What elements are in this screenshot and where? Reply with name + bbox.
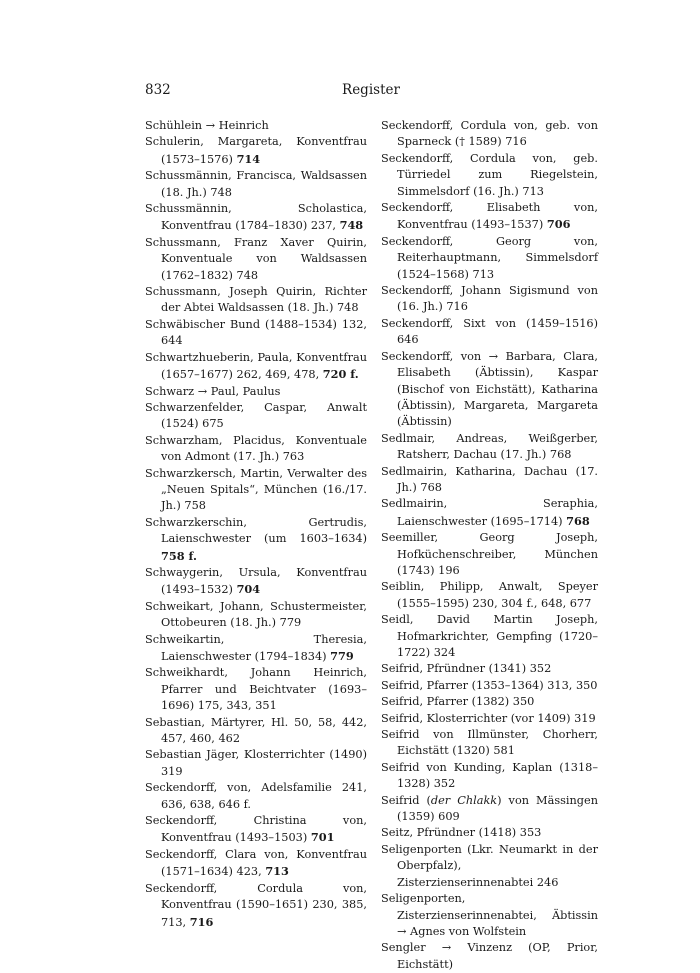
entry-text: Schwarzkersch, Martin, Verwalter des „Neuen Spitals“, München (16./17. Jh.) 758: [145, 466, 367, 513]
index-entry: [381, 530, 598, 579]
index-entry: [381, 940, 598, 973]
bold-page-reference: 720 f.: [322, 367, 359, 382]
entry-text: Seckendorff, Elisabeth von, Konventfrau (1493–1537): [381, 201, 598, 232]
entry-text: Seckendorff, Clara von, Konventfrau (1571–1634) 423,: [145, 847, 367, 879]
entry-text: Seligenporten (Lkr. Neumarkt in der Oberpfalz), Zisterzienserinnenabtei 246: [381, 842, 598, 889]
bold-page-reference: 768: [566, 513, 590, 528]
entry-text: Schwarz → Paul, Paulus: [145, 384, 281, 398]
index-entry: [145, 317, 367, 350]
index-entry: [145, 235, 367, 284]
index-entry: [381, 283, 598, 316]
index-entry: [381, 891, 598, 940]
entry-text: Schwaygerin, Ursula, Konventfrau (1493–1532): [145, 565, 367, 597]
index-entry: [381, 711, 598, 727]
entry-text: Seckendorff, von → Barbara, Clara, Elisabeth (Äbtissin), Kaspar (Bischof von Eichstätt), Katharina (Äbtissin), Margareta, Margareta (Äbtissin): [381, 349, 598, 429]
entry-text: Seckendorff, Christina von, Konventfrau (1493–1503): [145, 814, 367, 845]
index-entry: [381, 316, 598, 349]
index-entry: [145, 350, 367, 384]
entry-text: Sebastian, Märtyrer, Hl. 50, 58, 442, 457, 460, 462: [145, 715, 367, 746]
index-entry: [145, 515, 367, 565]
index-entry: [381, 661, 598, 677]
index-entry: [145, 118, 367, 134]
entry-text: Schweikart, Johann, Schustermeister, Ottobeuren (18. Jh.) 779: [145, 599, 367, 630]
bold-page-reference: 706: [546, 217, 571, 232]
entry-text: ) von Mässingen (1359) 609: [397, 793, 598, 824]
index-entry: [381, 825, 598, 841]
entry-text: Sedlmairin, Seraphia, Laienschwester (1695–1714): [381, 497, 598, 528]
index-entry: [145, 400, 367, 433]
entry-text: Seligenporten, Zisterzienserinnenabtei, Äbtissin → Agnes von Wolfstein: [381, 892, 598, 938]
entry-text: Seckendorff, Cordula von, geb. Türriedel zum Riegelstein, Simmelsdorf (16. Jh.) 713: [381, 151, 598, 198]
index-entry: [381, 727, 598, 760]
entry-text: Seitz, Pfründner (1418) 353: [381, 826, 542, 840]
entry-text: Seckendorff, Johann Sigismund von (16. Jh.) 716: [381, 284, 598, 314]
entry-text: Schühlein → Heinrich: [145, 119, 269, 132]
entry-text: Seifrid, Pfarrer (1353–1364) 313, 350: [381, 678, 598, 692]
entry-text: Seckendorff, von, Adelsfamilie 241, 636, 638, 646 f.: [145, 781, 367, 811]
index-entry: [381, 151, 598, 200]
entry-text: Sebastian Jäger, Klosterrichter (1490) 319: [145, 748, 367, 778]
bold-page-reference: 704: [236, 582, 261, 597]
entry-text: Schwartzhueberin, Paula, Konventfrau (1657–1677) 262, 469, 478,: [145, 350, 367, 382]
index-column-left: [145, 118, 367, 931]
entry-text: Schussmännin, Scholastica, Konventfrau (1784–1830) 237,: [145, 202, 367, 233]
entry-text: Schweikhardt, Johann Heinrich, Pfarrer und Beichtvater (1693–1696) 175, 343, 351: [145, 666, 367, 713]
entry-text: Seemiller, Georg Joseph, Hofküchenschreiber, München (1743) 196: [381, 531, 598, 577]
index-entry: [145, 847, 367, 881]
index-entry: [145, 134, 367, 168]
entry-text: Seidl, David Martin Joseph, Hofmarkrichter, Gempfing (1720–1722) 324: [381, 613, 598, 659]
entry-text: Schulerin, Margareta, Konventfrau (1573–1576): [145, 135, 367, 166]
index-entry: [145, 715, 367, 748]
entry-text: Seckendorff, Cordula von, geb. von Sparneck († 1589) 716: [381, 119, 598, 149]
index-entry: [381, 349, 598, 431]
index-entry: [145, 813, 367, 847]
bold-page-reference: 716: [189, 914, 214, 929]
index-entry: [381, 678, 598, 694]
entry-text: Sengler → Vinzenz (OP, Prior, Eichstätt): [381, 941, 598, 971]
index-entry: [381, 842, 598, 891]
index-entry: [145, 384, 367, 400]
entry-text: Schwäbischer Bund (1488–1534) 132, 644: [145, 317, 367, 348]
bold-page-reference: 713: [265, 864, 289, 879]
index-entry: [145, 632, 367, 666]
entry-text: Seifrid (: [381, 793, 431, 807]
running-title: Register: [342, 82, 400, 98]
bold-page-reference: 748: [339, 218, 364, 233]
entry-text: Seifrid, Klosterrichter (vor 1409) 319: [381, 711, 596, 725]
index-entry: [381, 234, 598, 283]
index-column-right: [381, 118, 598, 973]
bold-page-reference: 714: [236, 151, 261, 166]
entry-text: Schwarzham, Placidus, Konventuale von Admont (17. Jh.) 763: [145, 433, 367, 464]
index-entry: [381, 496, 598, 530]
page-number: 832: [145, 82, 171, 98]
entry-text: Schweikartin, Theresia, Laienschwester (1794–1834): [145, 632, 367, 663]
entry-text: Schussmännin, Francisca, Waldsassen (18. Jh.) 748: [145, 169, 367, 199]
entry-text: Seckendorff, Sixt von (1459–1516) 646: [381, 316, 598, 347]
index-entry: [145, 747, 367, 780]
index-entry: [145, 665, 367, 714]
entry-text: Schwarzenfelder, Caspar, Anwalt (1524) 675: [145, 400, 367, 431]
index-entry: [381, 579, 598, 612]
bold-page-reference: 779: [330, 649, 354, 663]
entry-text: Seckendorff, Cordula von, Konventfrau (1590–1651) 230, 385, 713,: [145, 881, 367, 929]
index-entry: [381, 760, 598, 793]
entry-text: Schwarzkerschin, Gertrudis, Laienschwester (um 1603–1634): [145, 515, 367, 546]
index-entry: [145, 466, 367, 515]
entry-text: Seiblin, Philipp, Anwalt, Speyer (1555–1595) 230, 304 f., 648, 677: [381, 580, 598, 610]
entry-text: Schussmann, Joseph Quirin, Richter der Abtei Waldsassen (18. Jh.) 748: [145, 285, 367, 315]
page-header: [145, 82, 597, 102]
index-entry: [145, 780, 367, 813]
index-entry: [381, 118, 598, 151]
index-entry: [145, 599, 367, 632]
entry-text: Sedlmair, Andreas, Weißgerber, Ratsherr, Dachau (17. Jh.) 768: [381, 431, 598, 462]
italic-epithet: der Chlakk: [430, 793, 498, 807]
index-entry: [381, 793, 598, 826]
index-entry: [381, 694, 598, 710]
entry-text: Seifrid, Pfarrer (1382) 350: [381, 695, 535, 709]
index-entry: [145, 565, 367, 599]
index-entry: [381, 200, 598, 234]
entry-text: Seifrid von Kunding, Kaplan (1318–1328) 352: [381, 760, 598, 791]
index-entry: [381, 464, 598, 497]
bold-page-reference: 758 f.: [161, 548, 197, 563]
index-entry: [145, 881, 367, 931]
bold-page-reference: 701: [310, 830, 335, 845]
index-entry: [145, 168, 367, 201]
index-entry: [145, 201, 367, 235]
index-entry: [381, 431, 598, 464]
index-entry: [145, 433, 367, 466]
entry-text: Schussmann, Franz Xaver Quirin, Konventuale von Waldsassen (1762–1832) 748: [145, 235, 367, 282]
entry-text: Sedlmairin, Katharina, Dachau (17. Jh.) 768: [381, 464, 598, 494]
index-entry: [145, 284, 367, 317]
index-entry: [381, 612, 598, 661]
entry-text: Seifrid, Pfründner (1341) 352: [381, 662, 552, 676]
entry-text: Seckendorff, Georg von, Reiterhauptmann, Simmelsdorf (1524–1568) 713: [381, 234, 598, 281]
entry-text: Seifrid von Illmünster, Chorherr, Eichstätt (1320) 581: [381, 728, 598, 758]
